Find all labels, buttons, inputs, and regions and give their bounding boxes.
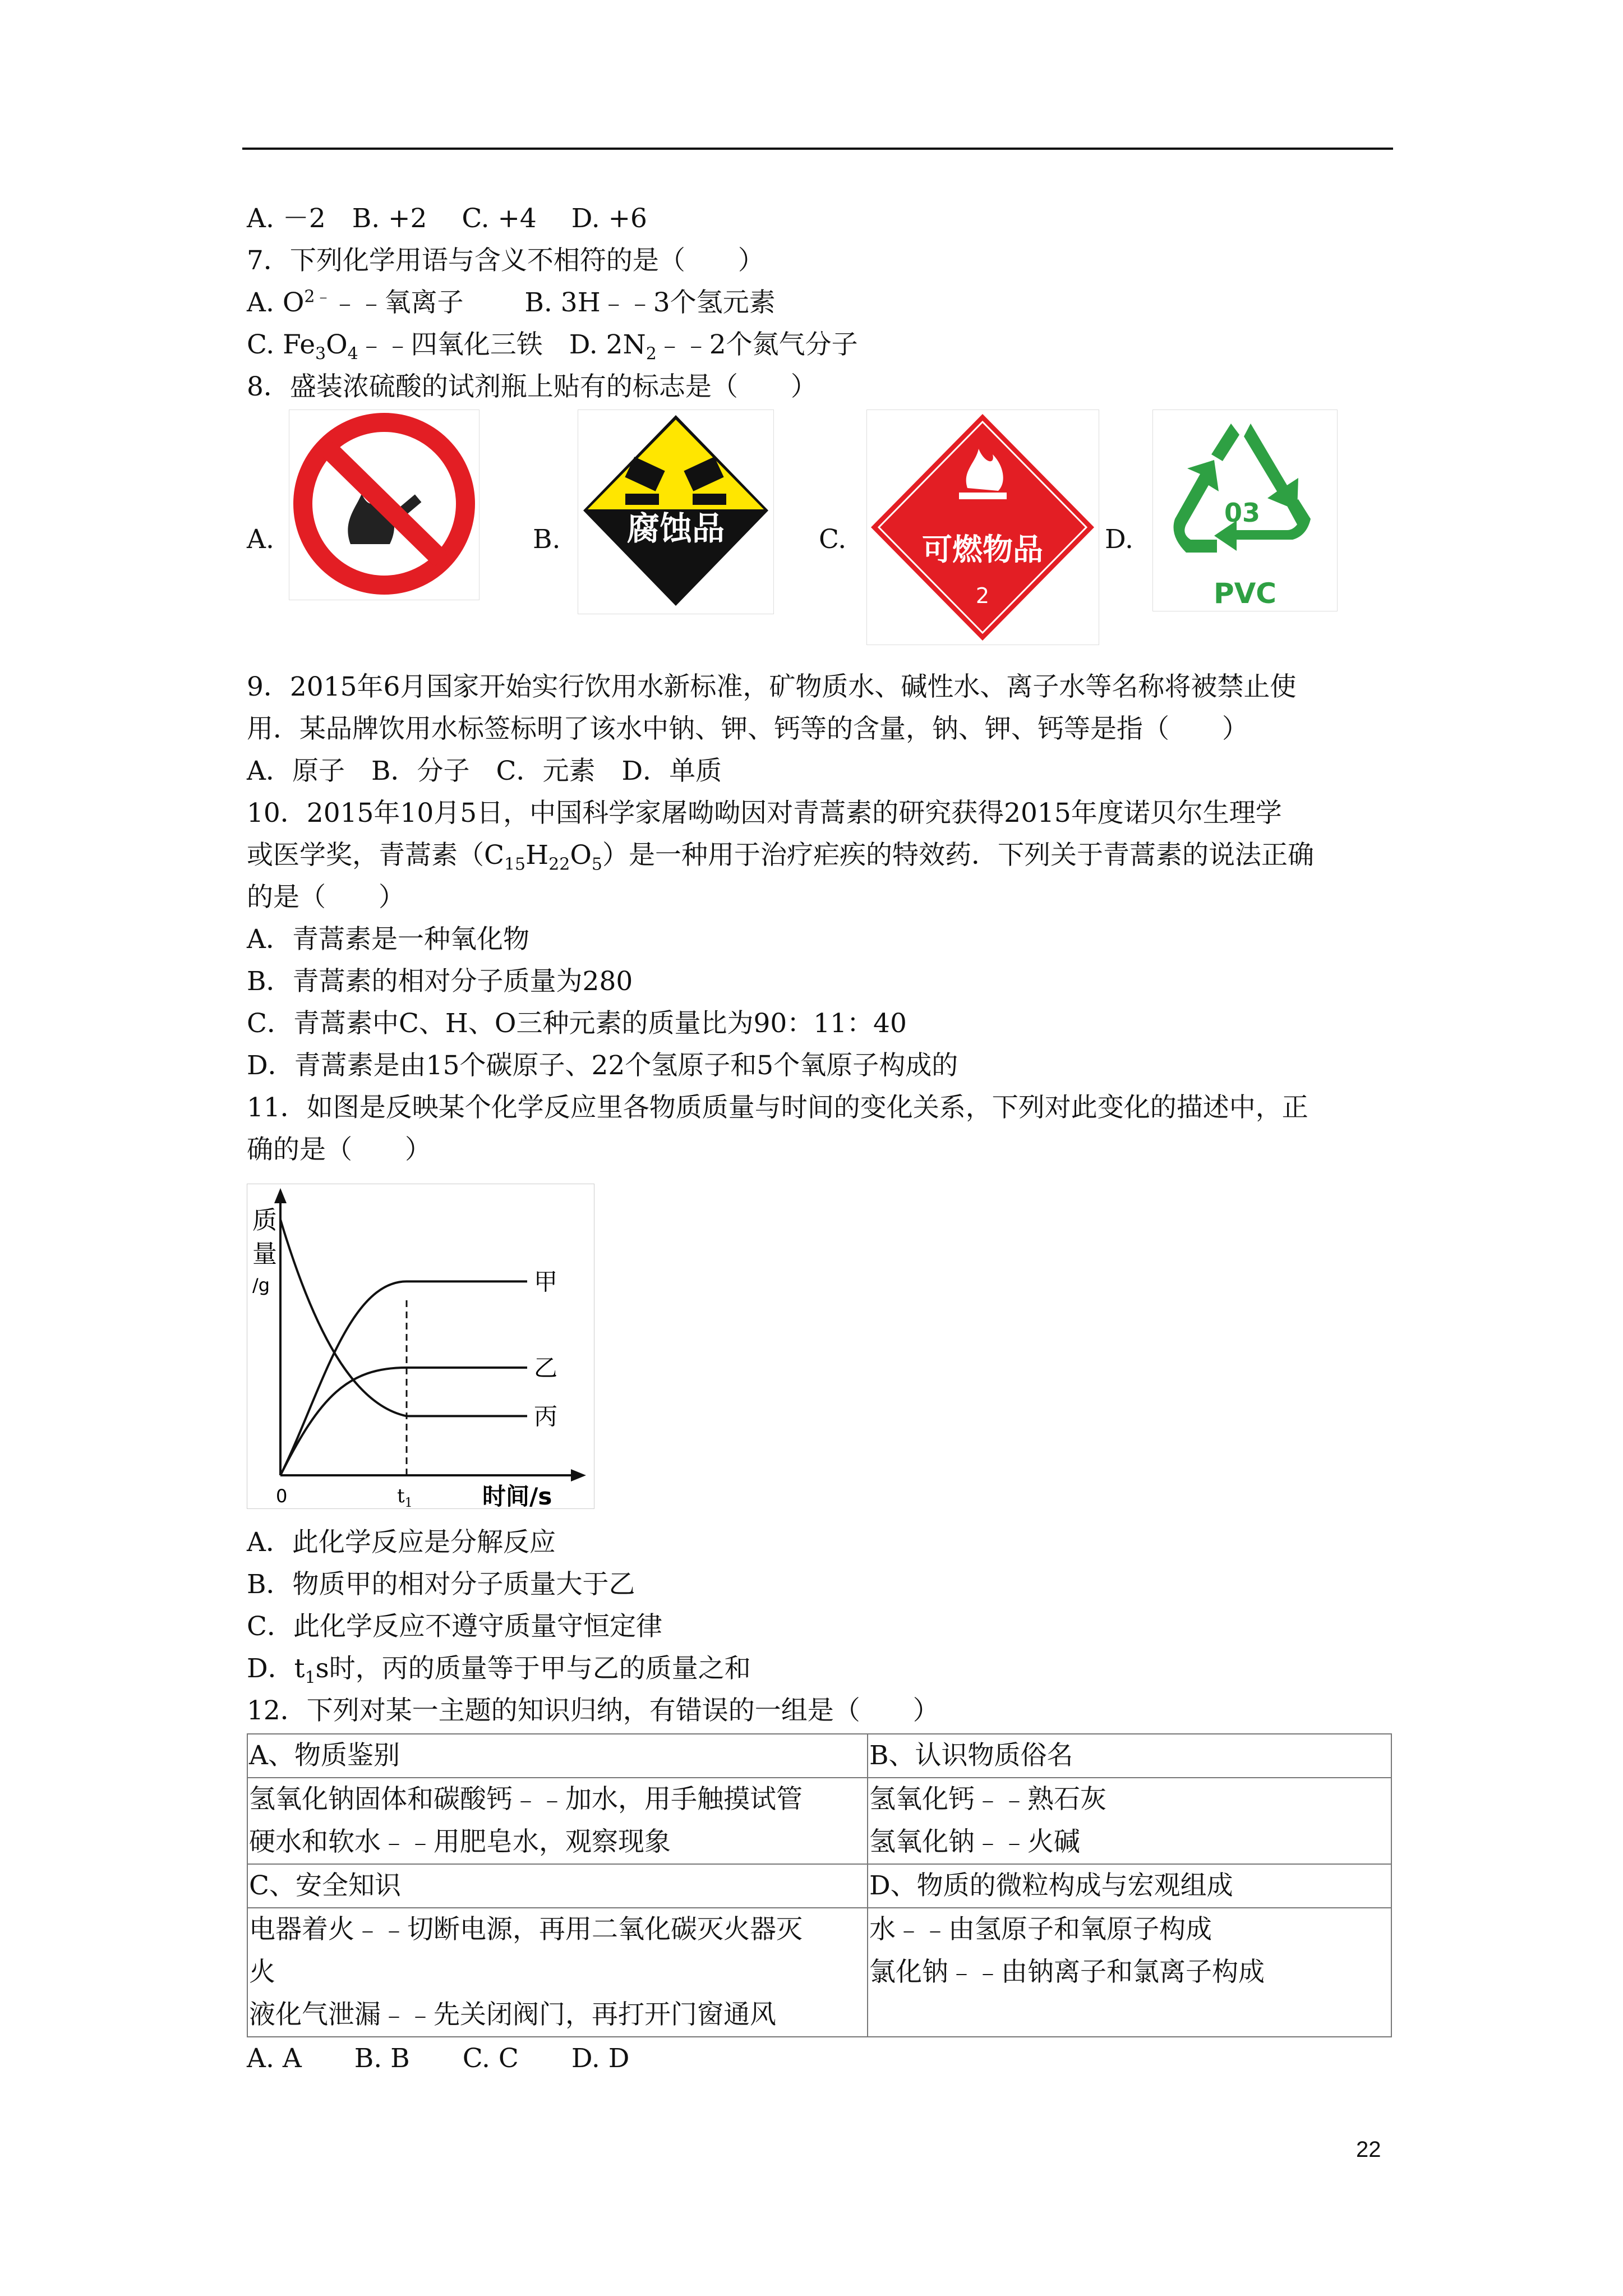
cell-c-head: C、安全知识 [247, 1864, 868, 1908]
q10-option-c: C．青蒿素中C、H、O三种元素的质量比为90：11：40 [247, 1008, 907, 1039]
cell-a-line2: 硬水和软水﹣﹣用肥皂水，观察现象 [249, 1826, 671, 1857]
flammable-sign-icon [866, 409, 1099, 645]
cell-d-body [868, 1908, 1391, 2037]
flammable-sign-text: 可燃物品 [922, 532, 1043, 567]
q7-options-cd: C. $Fe_3O_4﹣﹣$四氧化三铁 D. $2N_2﹣﹣2$个氮气分子 [247, 329, 858, 364]
q8-stem: 8．盛装浓硫酸的试剂瓶上贴有的标志是（ ） [247, 371, 817, 402]
q9-options: A．原子 B．分子 C．元素 D．单质 [247, 756, 722, 786]
series-label-2: 丙 [534, 1402, 558, 1430]
cell-a-line1: 氢氧化钠固体和碳酸钙﹣﹣加水，用手触摸试管 [249, 1784, 803, 1815]
y-label-2: 量 [252, 1240, 277, 1268]
origin-label: 0 [276, 1485, 288, 1507]
q10-option-a: A．青蒿素是一种氧化物 [247, 924, 529, 955]
q6-options: A. －2 B. +2 C. +4 D. +6 [247, 203, 647, 234]
q10-line1: 10．2015年10月5日，中国科学家屠呦呦因对青蒿素的研究获得2015年度诺贝尔生理学 [247, 798, 1282, 829]
q10-option-d: D．青蒿素是由15个碳原子、22个氢原子和5个氧原子构成的 [247, 1050, 958, 1081]
cell-b-line1: 氢氧化钙﹣﹣熟石灰 [869, 1784, 1106, 1815]
cell-c-line2: 火 [249, 1957, 275, 1987]
series-label-0: 甲 [534, 1268, 558, 1296]
cell-d-line2: 氯化钠﹣﹣由钠离子和氯离子构成 [869, 1957, 1265, 1987]
q11-option-d: D．$t_1s$时，丙的质量等于甲与乙的质量之和 [247, 1653, 751, 1688]
q12-options: A. A B. B C. C D. D [247, 2043, 630, 2074]
cell-c-line3: 液化气泄漏﹣﹣先关闭阀门，再打开门窗通风 [249, 1999, 776, 2030]
recycle-material: PVC [1213, 577, 1277, 610]
cell-a-head: A、物质鉴别 [247, 1734, 868, 1778]
q7-options-ab: A. $O^{2﹣}﹣﹣$氧离子 B. 3H﹣﹣3个氢元素 [247, 287, 776, 318]
cell-c-body [247, 1908, 868, 2037]
q8-label-c: C. [819, 524, 847, 555]
q11-option-b: B．物质甲的相对分子质量大于乙 [247, 1569, 635, 1600]
q9-line1: 9．2015年6月国家开始实行饮用水新标准，矿物质水、碱性水、离子水等名称将被禁止使 [247, 671, 1297, 702]
q8-label-a: A. [247, 524, 274, 555]
cell-b-head: B、认识物质俗名 [868, 1734, 1391, 1778]
q8-label-d: D. [1105, 524, 1133, 555]
q10-option-b: B．青蒿素的相对分子质量为280 [247, 966, 633, 997]
cell-b-body [868, 1778, 1391, 1864]
x-label: 时间/s [482, 1483, 552, 1509]
chart-frame [247, 1184, 594, 1509]
q11-option-a: A．此化学反应是分解反应 [247, 1527, 556, 1558]
cell-c-line1: 电器着火﹣﹣切断电源，再用二氧化碳灭火器灭 [249, 1914, 803, 1945]
knowledge-table [247, 1733, 1392, 2037]
q9-line2: 用．某品牌饮用水标签标明了该水中钠、钾、钙等的含量，钠、钾、钙等是指（ ） [247, 714, 1248, 744]
q11-line1: 11．如图是反映某个化学反应里各物质质量与时间的变化关系，下列对此变化的描述中，正 [247, 1092, 1308, 1123]
mass-time-chart [247, 1184, 594, 1509]
q11-line2: 确的是（ ） [247, 1134, 431, 1165]
cell-a-body [247, 1778, 868, 1864]
q11-option-c: C．此化学反应不遵守质量守恒定律 [247, 1611, 662, 1642]
recycle-pvc-icon [1152, 409, 1338, 611]
q10-line3: 的是（ ） [247, 882, 405, 913]
corrosive-sign-icon [578, 409, 774, 614]
header-rule [242, 148, 1393, 150]
cell-d-head: D、物质的微粒构成与宏观组成 [868, 1864, 1391, 1908]
q7-stem: 7．下列化学用语与含义不相符的是（ ） [247, 245, 764, 276]
q10-line2: 或医学奖，青蒿素$(C_{15}H_{22}O_5)$是一种用于治疗疟疾的特效药．下列关于青蒿素的说法正确 [247, 840, 1314, 875]
q8-label-b: B. [533, 524, 561, 555]
y-label-3: /g [252, 1274, 270, 1296]
corrosive-sign-text: 腐蚀品 [626, 509, 725, 547]
cell-d-line1: 水﹣﹣由氢原子和氧原子构成 [869, 1914, 1212, 1945]
t1-label: $t_1$ [397, 1485, 413, 1509]
no-fire-sign-icon [289, 409, 479, 600]
series-label-1: 乙 [534, 1354, 558, 1382]
flammable-sign-number: 2 [975, 583, 990, 608]
recycle-code: 03 [1224, 498, 1261, 528]
y-label-1: 质 [252, 1206, 277, 1235]
page-number: 22 [1356, 2137, 1381, 2162]
q12-stem: 12．下列对某一主题的知识归纳，有错误的一组是（ ） [247, 1695, 939, 1726]
cell-b-line2: 氢氧化钠﹣﹣火碱 [869, 1826, 1080, 1857]
